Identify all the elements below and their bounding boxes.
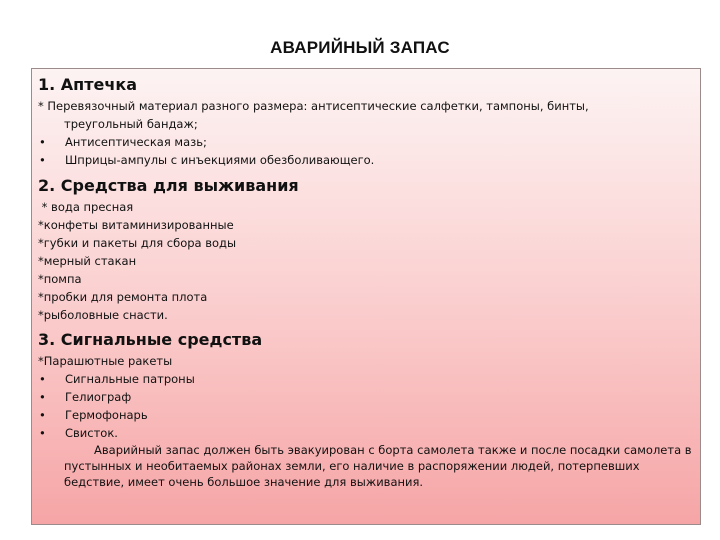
bullet-icon: • (39, 153, 46, 167)
content-panel (31, 68, 701, 525)
signal-intro: *Парашютные ракеты (38, 354, 173, 368)
list-item (38, 424, 693, 442)
list-item (38, 151, 693, 169)
first-aid-bullet-2: Шприцы-ампулы с инъекциями обезболивающего. (65, 153, 375, 167)
bullet-icon: • (39, 426, 46, 440)
list-item (38, 370, 693, 388)
signal-bullet-4: Свисток. (65, 426, 118, 440)
signal-bullet-2: Гелиограф (65, 390, 132, 404)
slide-title: АВАРИЙНЫЙ ЗАПАС (270, 38, 450, 57)
signal-bullet-1: Сигнальные патроны (65, 372, 195, 386)
list-item (38, 133, 693, 151)
survival-item-7: *рыболовные снасти. (38, 308, 168, 322)
bullet-icon: • (39, 135, 46, 149)
first-aid-intro: * Перевязочный материал разного размера: антисептические салфетки, тампоны, бинты, (38, 99, 589, 113)
section-heading-signal: 3. Сигнальные средства (38, 330, 263, 349)
survival-item-3: *губки и пакеты для сбора воды (38, 236, 237, 250)
closing-paragraph: Аварийный запас должен быть эвакуирован с борта самолета также и после посадки самолета в пустынных и необитаемых районах земли, его наличие в распоряжении людей, потерпевших бедствие, имеет очень большое значение для выживания. (64, 443, 692, 489)
survival-item-6: *пробки для ремонта плота (38, 290, 208, 304)
section-heading-survival: 2. Средства для выживания (38, 176, 299, 195)
survival-item-5: *помпа (38, 272, 82, 286)
first-aid-bullet-1: Антисептическая мазь; (65, 135, 207, 149)
bullet-icon: • (39, 408, 46, 422)
list-item (38, 388, 693, 406)
survival-item-1: * вода пресная (38, 200, 134, 214)
list-item (38, 406, 693, 424)
bullet-icon: • (39, 372, 46, 386)
section-heading-first-aid: 1. Аптечка (38, 75, 137, 94)
content-body (38, 73, 693, 490)
first-aid-intro-continued: треугольный бандаж; (64, 117, 198, 131)
bullet-icon: • (39, 390, 46, 404)
survival-item-4: *мерный стакан (38, 254, 137, 268)
signal-bullet-3: Гермофонарь (65, 408, 148, 422)
survival-item-2: *конфеты витаминизированные (38, 218, 234, 232)
